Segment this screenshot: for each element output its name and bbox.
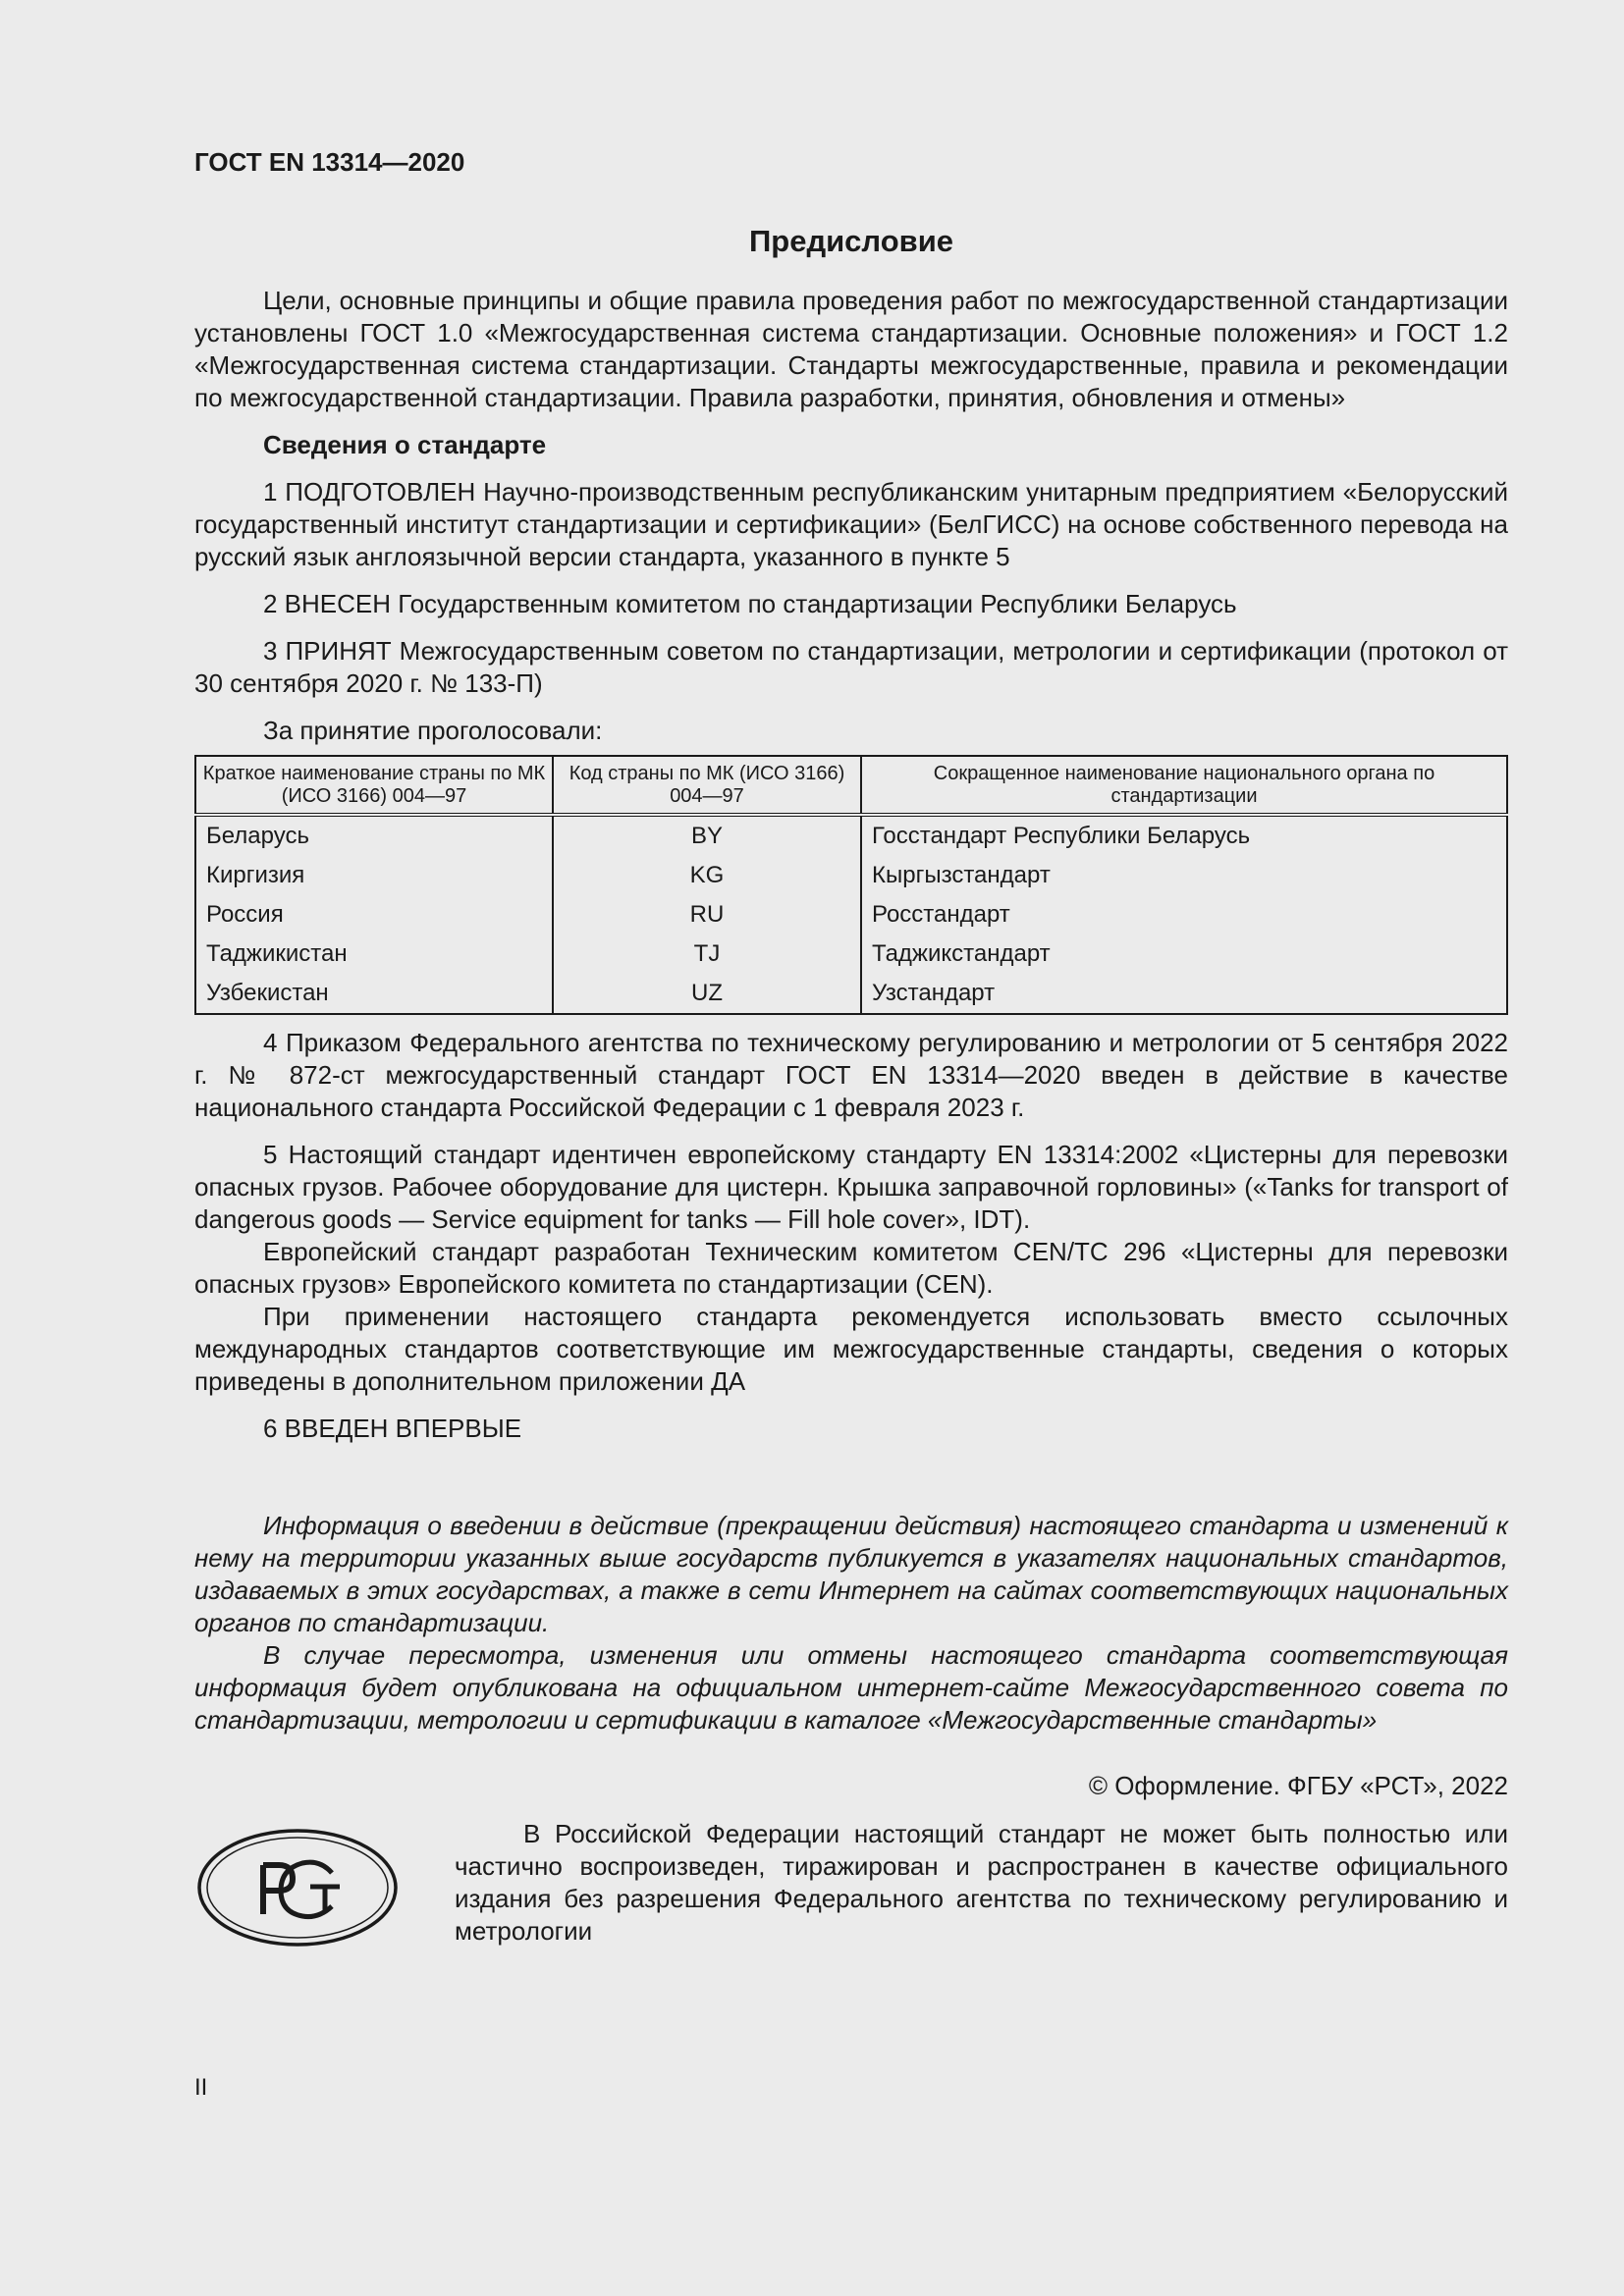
rst-logo bbox=[194, 1818, 455, 1957]
body-cell: Кыргызстандарт bbox=[861, 856, 1507, 895]
document-code: ГОСТ EN 13314—2020 bbox=[194, 147, 465, 177]
text-flow bbox=[194, 285, 1508, 1957]
table-row bbox=[195, 815, 1507, 856]
table-row bbox=[195, 974, 1507, 1014]
item-4: 4 Приказом Федерального агентства по техническому регулированию и метрологии от 5 сентября 2022 г. № 872-ст межгосударственный стандарт ГОСТ EN 13314—2020 введен в действие в качестве национального стандарта Российской Федерации с 1 февраля 2023 г. bbox=[194, 1028, 1508, 1122]
item-5-references: При применении настоящего стандарта рекомендуется использовать вместо ссылочных международных стандартов соответствующие им межгосударственные стандарты, сведения о которых приведены в дополнительном приложении ДА bbox=[194, 1302, 1508, 1396]
reproduction-notice: В Российской Федерации настоящий стандарт не может быть полностью или частично воспроизведен, тиражирован и распространен в качестве официального издания без разрешения Федерального агентства по техническому регулированию и метрологии bbox=[455, 1819, 1508, 1946]
voted-label: За принятие проголосовали: bbox=[263, 716, 603, 745]
notice-paragraph-2: В случае пересмотра, изменения или отмены настоящего стандарта соответствующая информация будет опубликована на официальном интернет-сайте Межгосударственного совета по стандартизации, метрологии и сертификации в каталоге «Межгосударственные стандарты» bbox=[194, 1640, 1508, 1735]
intro-paragraph: Цели, основные принципы и общие правила проведения работ по межгосударственной стандартизации установлены ГОСТ 1.0 «Межгосударственная система стандартизации. Основные положения» и ГОСТ 1.2 «Межгосударственная система стандартизации. Стандарты межгосударственные, правила и рекомендации по межгосударственной стандартизации. Правила разработки, принятия, обновления и отмены» bbox=[194, 286, 1508, 412]
table-row bbox=[195, 934, 1507, 974]
country-cell: Россия bbox=[195, 895, 553, 934]
column-header-code: Код страны по МК (ИСО 3166) 004—97 bbox=[553, 756, 861, 815]
code-cell: UZ bbox=[553, 974, 861, 1014]
item-6: 6 ВВЕДЕН ВПЕРВЫЕ bbox=[263, 1414, 522, 1443]
country-cell: Киргизия bbox=[195, 856, 553, 895]
item-3: 3 ПРИНЯТ Межгосударственным советом по стандартизации, метрологии и сертификации (протокол от 30 сентября 2020 г. № 133-П) bbox=[194, 636, 1508, 698]
code-cell: RU bbox=[553, 895, 861, 934]
table-header-row bbox=[195, 756, 1507, 815]
country-cell: Таджикистан bbox=[195, 934, 553, 974]
country-cell: Узбекистан bbox=[195, 974, 553, 1014]
rst-emblem-icon bbox=[194, 1826, 401, 1949]
item-2: 2 ВНЕСЕН Государственным комитетом по стандартизации Республики Беларусь bbox=[263, 589, 1237, 618]
reproduction-block bbox=[194, 1818, 1508, 1957]
voting-table bbox=[194, 755, 1508, 1015]
country-cell: Беларусь bbox=[195, 815, 553, 856]
table-row bbox=[195, 895, 1507, 934]
body-cell: Госстандарт Республики Беларусь bbox=[861, 815, 1507, 856]
code-cell: TJ bbox=[553, 934, 861, 974]
page-title: Предисловие bbox=[748, 224, 953, 258]
item-1: 1 ПОДГОТОВЛЕН Научно-производственным республиканским унитарным предприятием «Белорусский государственный институт стандартизации и сертификации» (БелГИСС) на основе собственного перевода на русский язык англоязычной версии стандарта, указанного в пункте 5 bbox=[194, 477, 1508, 571]
code-cell: KG bbox=[553, 856, 861, 895]
copyright-line: © Оформление. ФГБУ «РСТ», 2022 bbox=[1088, 1771, 1508, 1800]
table-row bbox=[195, 856, 1507, 895]
item-5-committee: Европейский стандарт разработан Техническим комитетом CEN/TC 296 «Цистерны для перевозки опасных грузов» Европейского комитета по стандартизации (CEN). bbox=[194, 1237, 1508, 1299]
column-header-body: Сокращенное наименование национального органа по стандартизации bbox=[861, 756, 1507, 815]
item-5: 5 Настоящий стандарт идентичен европейскому стандарту EN 13314:2002 «Цистерны для перевозки опасных грузов. Рабочее оборудование для цистерн. Крышка заправочной горловины» («Tanks for transport of dangerous goods — Service equipment for tanks — Fill hole cover», IDT). bbox=[194, 1140, 1508, 1234]
body-cell: Таджикстандарт bbox=[861, 934, 1507, 974]
notice-paragraph-1: Информация о введении в действие (прекращении действия) настоящего стандарта и изменений к нему на территории указанных выше государств публикуется в указателях национальных стандартов, издаваемых в этих государствах, а также в сети Интернет на сайтах соответствующих национальных органов по стандартизации. bbox=[194, 1511, 1508, 1637]
code-cell: BY bbox=[553, 815, 861, 856]
page-number: II bbox=[194, 2074, 208, 2101]
body-cell: Росстандарт bbox=[861, 895, 1507, 934]
body-cell: Узстандарт bbox=[861, 974, 1507, 1014]
column-header-country: Краткое наименование страны по МК (ИСО 3166) 004—97 bbox=[195, 756, 553, 815]
section-heading: Сведения о стандарте bbox=[263, 430, 547, 459]
